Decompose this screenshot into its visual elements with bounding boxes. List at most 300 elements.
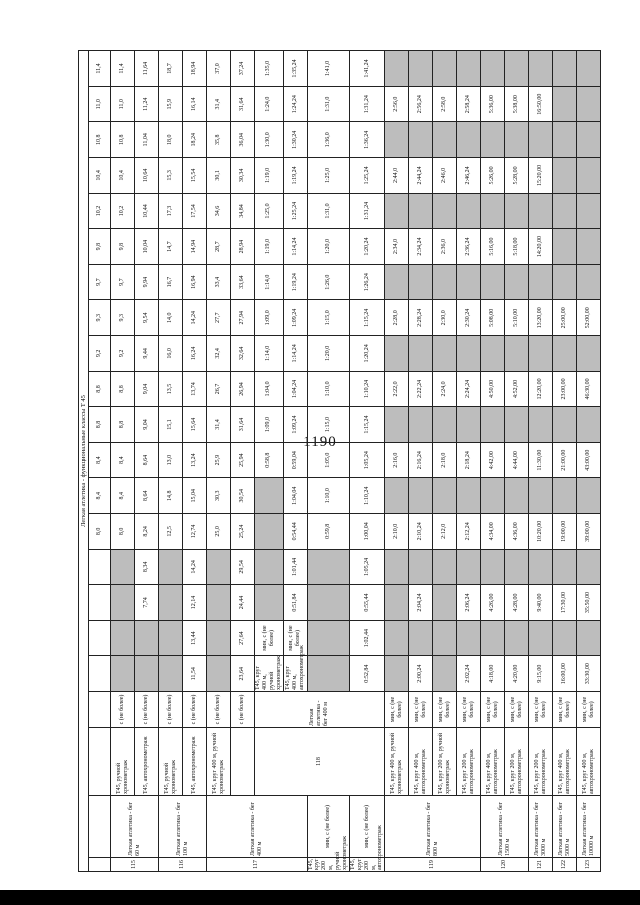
standard-value (481, 264, 505, 300)
standard-value: 31,4 (207, 86, 231, 122)
standard-value: 2:58,0 (433, 86, 457, 122)
standard-value: 1:35,0 (255, 51, 284, 87)
test-condition: Т45, круг 200 м, ручной хронометраж (307, 835, 349, 870)
standard-value (433, 264, 457, 300)
standard-value: 2:16,24 (409, 442, 433, 478)
header-cell: 10,2 (89, 193, 111, 229)
header-cell (89, 692, 111, 728)
standard-value (481, 336, 505, 372)
standard-value (577, 158, 601, 194)
standard-value: 12,5 (159, 514, 183, 550)
standard-value: 14,8 (159, 478, 183, 514)
standard-value: 1:15,0 (307, 300, 349, 336)
standard-value: 2:18,0 (433, 442, 457, 478)
unit-cell: мин, с (не более) (307, 796, 349, 858)
standard-value: 11:30,00 (529, 442, 553, 478)
header-cell: 9,7 (89, 264, 111, 300)
standard-value: 1:25,24 (283, 193, 307, 229)
standard-value: 2:36,0 (433, 229, 457, 265)
discipline-name: Легкая атлетика - бег 400 м (207, 796, 308, 858)
header-cell: 10,4 (89, 158, 111, 194)
standard-value: 4:28,00 (505, 585, 529, 621)
standard-value: 8,64 (135, 478, 159, 514)
row-number: 116 (159, 858, 207, 872)
standard-value: 1:05,24 (349, 442, 384, 478)
standard-value: 19:00,00 (553, 514, 577, 550)
standard-value: 13,5 (159, 371, 183, 407)
test-condition: Т45, ручной хронометраж (111, 728, 135, 796)
standard-value: 32,64 (231, 336, 255, 372)
standard-value (207, 585, 231, 621)
standard-value (457, 51, 481, 87)
standard-value (409, 122, 433, 158)
standard-value: 28,7 (207, 229, 231, 265)
table-row (433, 51, 457, 872)
standard-value (409, 193, 433, 229)
standard-value (457, 620, 481, 656)
standard-value: 0:55,44 (349, 585, 384, 621)
standard-value (481, 407, 505, 443)
standard-value: 13,0 (159, 442, 183, 478)
standard-value (529, 620, 553, 656)
standard-value: 18,7 (159, 51, 183, 87)
standard-value: 4:52,00 (505, 371, 529, 407)
standard-value (577, 229, 601, 265)
standard-value: 1:05,0 (307, 442, 349, 478)
standard-value: 9,94 (135, 264, 159, 300)
standard-value: 9,7 (111, 264, 135, 300)
standard-value (385, 193, 409, 229)
standard-value: 2:06,24 (457, 585, 481, 621)
standard-value: 1:26,0 (307, 264, 349, 300)
standard-value: 11,4 (111, 51, 135, 87)
standard-value: 8,0 (111, 514, 135, 550)
standard-value (307, 549, 349, 585)
standard-value: 2:10,0 (385, 514, 409, 550)
standard-value: 2:58,24 (457, 86, 481, 122)
standard-value: 9,3 (111, 300, 135, 336)
standard-value (577, 193, 601, 229)
discipline-name: Легкая атлетика - бег 400 м (255, 692, 385, 728)
standard-value: 4:42,00 (481, 442, 505, 478)
standard-value: 16,7 (159, 264, 183, 300)
standard-value: 2:00,24 (409, 656, 433, 692)
standard-value (577, 478, 601, 514)
standard-value: 1:14,24 (283, 336, 307, 372)
standard-value: 2:10,24 (409, 514, 433, 550)
standard-value: 9,04 (135, 407, 159, 443)
standard-value: 11,24 (135, 86, 159, 122)
header-cell (89, 858, 111, 872)
standard-value: 1:09,24 (283, 407, 307, 443)
unit-cell: мин, с (не более) (385, 692, 409, 728)
standard-value (553, 407, 577, 443)
standard-value: 15:20,00 (529, 158, 553, 194)
standard-value: 1:00,04 (349, 514, 384, 550)
standard-value (135, 656, 159, 692)
standard-value: 26,94 (231, 371, 255, 407)
standard-value: 1:36,0 (307, 122, 349, 158)
standard-value (433, 51, 457, 87)
standard-value (529, 336, 553, 372)
standard-value: 1:09,0 (255, 300, 284, 336)
standard-value: 17,54 (183, 193, 207, 229)
standard-value: 36,04 (231, 122, 255, 158)
standard-value (159, 656, 183, 692)
standard-value: 2:04,24 (409, 585, 433, 621)
standard-value (481, 51, 505, 87)
unit-cell: с (не более) (231, 692, 255, 728)
standard-value: 24,44 (231, 585, 255, 621)
header-cell: 8,0 (89, 514, 111, 550)
test-condition: Т45, круг 400 м, автохронометраж (481, 728, 505, 796)
standard-value (577, 549, 601, 585)
standard-value: 9:40,00 (529, 585, 553, 621)
table-row (457, 51, 481, 872)
standard-value (385, 585, 409, 621)
test-condition: Т45, круг 200 м, ручной хронометраж (433, 728, 457, 796)
standard-value: 1:19,24 (283, 264, 307, 300)
standard-value: 33,64 (231, 264, 255, 300)
standard-value: 0:51,84 (283, 585, 307, 621)
standard-value: 1:19,0 (255, 229, 284, 265)
standard-value: 27,64 (231, 620, 255, 656)
standard-value: 10,2 (111, 193, 135, 229)
standard-value: 10,44 (135, 193, 159, 229)
section-title: Легкая атлетика - функциональные классы Т 45 (79, 51, 89, 872)
header-cell (89, 728, 111, 796)
standard-value: 2:02,24 (457, 656, 481, 692)
standard-value: 1:31,24 (349, 86, 384, 122)
standard-value: 2:46,0 (433, 158, 457, 194)
standard-value (553, 229, 577, 265)
standard-value: 27,7 (207, 300, 231, 336)
standard-value (255, 549, 284, 585)
standard-value: 2:24,0 (433, 371, 457, 407)
standard-value (385, 336, 409, 372)
test-condition: Т45, круг 400 м, ручной хронометраж (255, 655, 282, 690)
standard-value: 1:20,24 (349, 336, 384, 372)
table-row (111, 51, 135, 872)
standard-value: 11,04 (135, 122, 159, 158)
test-condition: Т45, автохронометраж (135, 728, 159, 796)
standard-value: 1:20,0 (307, 229, 349, 265)
standard-value: 1:10,24 (349, 478, 384, 514)
standard-value: 25,24 (231, 514, 255, 550)
standard-value: 4:44,00 (505, 442, 529, 478)
row-number: 121 (529, 858, 553, 872)
standard-value (409, 264, 433, 300)
table-row (481, 51, 505, 872)
header-cell: 11,0 (89, 86, 111, 122)
unit-cell: с (не более) (135, 692, 159, 728)
row-number: 118 (255, 728, 385, 796)
header-cell (89, 620, 111, 656)
standard-value (207, 549, 231, 585)
standard-value: 4:20,00 (505, 656, 529, 692)
standard-value: 8,24 (135, 514, 159, 550)
header-cell: 10,8 (89, 122, 111, 158)
standard-value (481, 478, 505, 514)
standard-value (577, 620, 601, 656)
standard-value: 0:52,84 (349, 656, 384, 692)
test-condition: Т45, круг 400 м, автохронометраж (409, 728, 433, 796)
standard-value: 27,94 (231, 300, 255, 336)
standard-value: 18,94 (183, 51, 207, 87)
standard-value (457, 549, 481, 585)
table-row (207, 51, 231, 872)
standard-value: 10:20,00 (529, 514, 553, 550)
test-condition: Т45, круг 200 м, автохронометраж (529, 728, 553, 796)
standard-value: 2:22,24 (409, 371, 433, 407)
standard-value: 2:18,24 (457, 442, 481, 478)
standard-value (385, 407, 409, 443)
standard-value: 15,04 (183, 478, 207, 514)
standard-value (385, 620, 409, 656)
standard-value: 16:50,00 (529, 86, 553, 122)
standard-value (505, 51, 529, 87)
standard-value: 11,64 (135, 51, 159, 87)
standard-value: 1:25,0 (255, 193, 284, 229)
standard-value: 5:36,00 (481, 86, 505, 122)
test-condition: Т45, круг 400 м, автохронометраж (553, 728, 577, 796)
table-row (529, 51, 553, 872)
standard-value (457, 193, 481, 229)
standard-value: 1:04,24 (283, 371, 307, 407)
standard-value: 16:00,00 (553, 656, 577, 692)
row-number: 120 (481, 858, 529, 872)
standard-value: 31,64 (231, 86, 255, 122)
discipline-name: Легкая атлетика - бег 800 м (385, 796, 481, 858)
standard-value: 5:16,00 (481, 229, 505, 265)
standard-value: 5:28,00 (505, 158, 529, 194)
standard-value: 1:30,0 (255, 122, 284, 158)
standard-value (553, 86, 577, 122)
standard-value (577, 86, 601, 122)
standard-value (433, 407, 457, 443)
standard-value: 5:26,00 (481, 158, 505, 194)
standard-value (553, 51, 577, 87)
standard-value (433, 656, 457, 692)
standard-value (409, 620, 433, 656)
standard-value (529, 122, 553, 158)
test-condition: Т45, круг 400 м, ручной хронометраж (207, 728, 231, 796)
standard-value: 0:54,44 (283, 514, 307, 550)
standard-value: 10,64 (135, 158, 159, 194)
unit-cell: мин, с (не более) (349, 796, 384, 858)
standard-value: 14,94 (183, 229, 207, 265)
standard-value: 15,54 (183, 158, 207, 194)
standard-value (577, 122, 601, 158)
standard-value: 16,24 (183, 336, 207, 372)
standard-value: 52:00,00 (577, 300, 601, 336)
standard-value: 23,64 (231, 656, 255, 692)
header-cell: 11,4 (89, 51, 111, 87)
unit-cell: с (не более) (183, 692, 207, 728)
standard-value: 8,4 (111, 442, 135, 478)
standard-value: 13,24 (183, 442, 207, 478)
standard-value: 1:04,04 (283, 478, 307, 514)
table-row (577, 51, 601, 872)
standard-value: 10,8 (111, 122, 135, 158)
standard-value: 1:14,24 (283, 229, 307, 265)
standard-value: 37,0 (207, 51, 231, 87)
standard-value: 12:20,00 (529, 371, 553, 407)
standard-value: 29,54 (231, 549, 255, 585)
standard-value (505, 620, 529, 656)
standard-value: 1:24,24 (283, 86, 307, 122)
standard-value: 9,54 (135, 300, 159, 336)
test-condition: Т45, круг 200 м, автохронометраж (505, 728, 529, 796)
header-cell: 8,4 (89, 442, 111, 478)
standard-value: 25,9 (207, 442, 231, 478)
standard-value: 4:50,00 (481, 371, 505, 407)
standard-value: 30,34 (231, 158, 255, 194)
standard-value: 32,4 (207, 336, 231, 372)
standard-value (457, 264, 481, 300)
standard-value: 1:41,24 (349, 51, 384, 87)
standard-value: 15,1 (159, 407, 183, 443)
standard-value (433, 620, 457, 656)
standard-value (553, 549, 577, 585)
standard-value: 2:30,24 (457, 300, 481, 336)
standard-value: 30,54 (231, 478, 255, 514)
standard-value (577, 51, 601, 87)
standard-value: 28,94 (231, 229, 255, 265)
standard-value: 5:08,00 (481, 300, 505, 336)
standard-value (505, 549, 529, 585)
standard-value: 15,3 (159, 158, 183, 194)
table-row (135, 51, 159, 872)
standard-value (481, 193, 505, 229)
standard-value (553, 336, 577, 372)
header-cell: 9,2 (89, 336, 111, 372)
standard-value: 1:25,24 (349, 158, 384, 194)
discipline-name: Легкая атлетика - бег 10000 м (577, 796, 601, 858)
standard-value (433, 478, 457, 514)
unit-cell: с (не более) (159, 692, 183, 728)
standard-value (505, 407, 529, 443)
standard-value (553, 193, 577, 229)
standard-value: 1:14,0 (255, 264, 284, 300)
standard-value: 15,9 (159, 86, 183, 122)
standard-value: 9,44 (135, 336, 159, 372)
test-condition (231, 728, 255, 796)
standard-value: 1:19,0 (255, 158, 284, 194)
standard-value (385, 51, 409, 87)
standard-value (385, 549, 409, 585)
standard-value: 14,7 (159, 229, 183, 265)
table-row (409, 51, 433, 872)
standard-value: 12,14 (183, 585, 207, 621)
unit-cell: мин, с (не более) (505, 692, 529, 728)
unit-cell: мин, с (не более) (283, 620, 307, 656)
standard-value: 2:46,24 (457, 158, 481, 194)
standard-value: 1:36,24 (349, 122, 384, 158)
standard-value: 1:02,44 (349, 620, 384, 656)
standard-value: 25:00,00 (553, 300, 577, 336)
table-row (255, 51, 284, 872)
standard-value: 8,4 (111, 478, 135, 514)
unit-cell: мин, с (не более) (433, 692, 457, 728)
standard-value: 8,8 (111, 407, 135, 443)
standard-value: 17:30,00 (553, 585, 577, 621)
standard-value (553, 122, 577, 158)
standard-value: 8,8 (111, 371, 135, 407)
standard-value (433, 122, 457, 158)
standard-value: 18,0 (159, 122, 183, 158)
standard-value: 1:24,0 (255, 86, 284, 122)
unit-cell: мин, с (не более) (409, 692, 433, 728)
standard-value (433, 585, 457, 621)
discipline-name: Легкая атлетика - бег 5000 м (553, 796, 577, 858)
standard-value: 1:31,0 (307, 193, 349, 229)
standard-value: 14:20,00 (529, 229, 553, 265)
standard-value: 0:59,04 (283, 442, 307, 478)
discipline-name: Легкая атлетика - бег 60 м (111, 796, 159, 858)
standard-value: 35:50,00 (577, 585, 601, 621)
standard-value: 4:36,00 (505, 514, 529, 550)
standard-value: 2:22,0 (385, 371, 409, 407)
unit-cell: мин, с (не более) (529, 692, 553, 728)
standard-value (159, 549, 183, 585)
standard-value: 1:20,24 (349, 229, 384, 265)
standard-value (385, 264, 409, 300)
standard-value: 1:20,0 (307, 336, 349, 372)
table-row (505, 51, 529, 872)
test-condition: Т45, автохронометраж (183, 728, 207, 796)
discipline-name: Легкая атлетика - бег 1500 м (481, 796, 529, 858)
standard-value (481, 620, 505, 656)
standard-value (553, 478, 577, 514)
standard-value: 2:56,0 (385, 86, 409, 122)
standard-value (553, 264, 577, 300)
discipline-name: Легкая атлетика - бег 100 м (159, 796, 207, 858)
standard-value (135, 620, 159, 656)
standard-value: 14,24 (183, 549, 207, 585)
standard-value: 7,74 (135, 585, 159, 621)
standard-value: 25,0 (207, 514, 231, 550)
standard-value: 1:15,0 (307, 407, 349, 443)
standard-value (553, 158, 577, 194)
standard-value: 18,24 (183, 122, 207, 158)
standard-value (255, 585, 284, 621)
standard-value (433, 549, 457, 585)
standard-value: 21:00,00 (553, 442, 577, 478)
standard-value: 43:00,00 (577, 442, 601, 478)
standard-value: 1:09,0 (255, 407, 284, 443)
unit-cell: мин, с (не более) (255, 620, 284, 656)
standard-value: 16,94 (183, 264, 207, 300)
test-condition: Т45, круг 200 м, автохронометраж (457, 728, 481, 796)
standard-value: 13,74 (183, 371, 207, 407)
standard-value: 33:30,00 (577, 656, 601, 692)
standard-value: 1:10,0 (307, 478, 349, 514)
standard-value: 1:25,0 (307, 158, 349, 194)
standard-value: 8,34 (135, 549, 159, 585)
header-cell: 8,8 (89, 371, 111, 407)
standard-value (457, 478, 481, 514)
standard-value: 10,04 (135, 229, 159, 265)
standard-value: 2:30,0 (433, 300, 457, 336)
table-row (553, 51, 577, 872)
standard-value: 2:44,0 (385, 158, 409, 194)
standard-value: 2:34,24 (409, 229, 433, 265)
unit-cell: с (не более) (207, 692, 231, 728)
standard-value: 16,0 (159, 336, 183, 372)
standard-value: 2:12,0 (433, 514, 457, 550)
standard-value: 9,2 (111, 336, 135, 372)
